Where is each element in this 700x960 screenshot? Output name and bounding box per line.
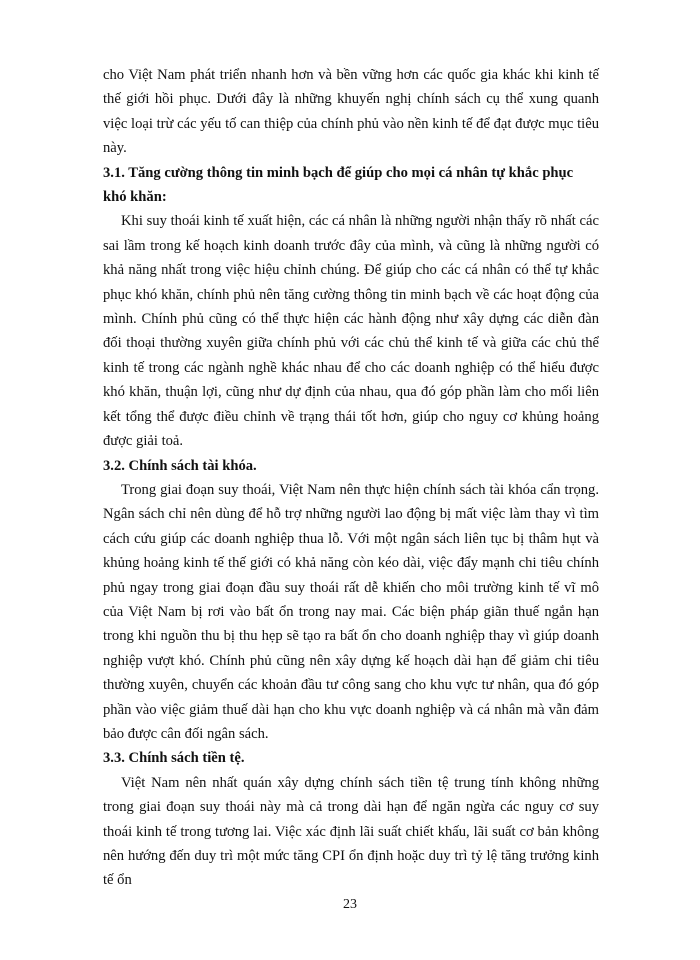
- intro-paragraph: cho Việt Nam phát triển nhanh hơn và bền vững hơn các quốc gia khác khi kinh tế thế giới hồi phục. Dưới đây là những khuyến nghị chính sách cụ thể xung quanh việc loại trừ các yếu tố can thiệp của chính phủ vào nền kinh tế để đạt được mục tiêu này.: [103, 67, 599, 157]
- page-number: 23: [343, 897, 357, 912]
- section-heading-3-3: 3.3. Chính sách tiền tệ.: [103, 750, 245, 767]
- section-paragraph-3-3: Việt Nam nên nhất quán xây dựng chính sách tiền tệ trung tính không những trong giai đoạn suy thoái này mà cả trong dài hạn để ngăn ngừa các nguy cơ suy thoái kinh tế trong tương lai. Việc xác định lãi suất chiết khấu, lãi suất cơ bản không nên hướng đến duy trì một mức tăng CPI ổn định hoặc duy trì tỷ lệ tăng trưởng kinh tế ổn: [103, 774, 599, 889]
- section-paragraph-3-1: Khi suy thoái kinh tế xuất hiện, các cá nhân là những người nhận thấy rõ nhất các sai lầm trong kế hoạch kinh doanh trước đây của mình, và cũng là những người có khả năng nhất trong việc hiệu chỉnh chúng. Để giúp cho các cá nhân có thể tự khắc phục khó khăn, chính phủ nên tăng cường thông tin minh bạch về các hoạt động của mình. Chính phủ cũng có thể thực hiện các hành động như xây dựng các diễn đàn đối thoại thường xuyên giữa chính phủ với các chủ thể kinh tế và giữa các chủ thể kinh tế trong các ngành nghề khác nhau để cho các doanh nghiệp có thể hiểu được khó khăn, thuận lợi, cũng như dự định của nhau, qua đó góp phần làm cho mối liên kết tổng thể được điều chỉnh về trạng thái tốt hơn, giúp cho nguy cơ khủng hoảng được giải toả.: [103, 213, 599, 450]
- page-body: [103, 63, 599, 893]
- section-paragraph-3-2: Trong giai đoạn suy thoái, Việt Nam nên thực hiện chính sách tài khóa cẩn trọng. Ngân sách chỉ nên dùng để hỗ trợ những người lao động bị mất việc làm thay vì tìm cách cứu giúp các doanh nghiệp thua lỗ. Với một ngân sách liên tục bị thâm hụt và khủng hoảng kinh tế thế giới có khả năng còn kéo dài, việc đẩy mạnh chi tiêu chính phủ ngay trong giai đoạn đầu suy thoái rất dễ khiến cho môi trường kinh tế vĩ mô của Việt Nam bị rơi vào bất ổn trong nay mai. Các biện pháp giãn thuế ngắn hạn trong khi nguồn thu bị thu hẹp sẽ tạo ra bất ổn cho doanh nghiệp thay vì giúp doanh nghiệp vượt khó. Chính phủ cũng nên xây dựng kế hoạch dài hạn để giảm chi tiêu thường xuyên, chuyển các khoản đầu tư công sang cho khu vực tư nhân, qua đó góp phần vào việc giảm thuế dài hạn cho khu vực doanh nghiệp và cá nhân mà vẫn đảm bảo được cân đối ngân sách.: [103, 481, 599, 742]
- section-heading-3-2: 3.2. Chính sách tài khóa.: [103, 457, 257, 474]
- section-heading-3-1: 3.1. Tăng cường thông tin minh bạch để giúp cho mọi cá nhân tự khắc phục khó khăn:: [103, 164, 574, 206]
